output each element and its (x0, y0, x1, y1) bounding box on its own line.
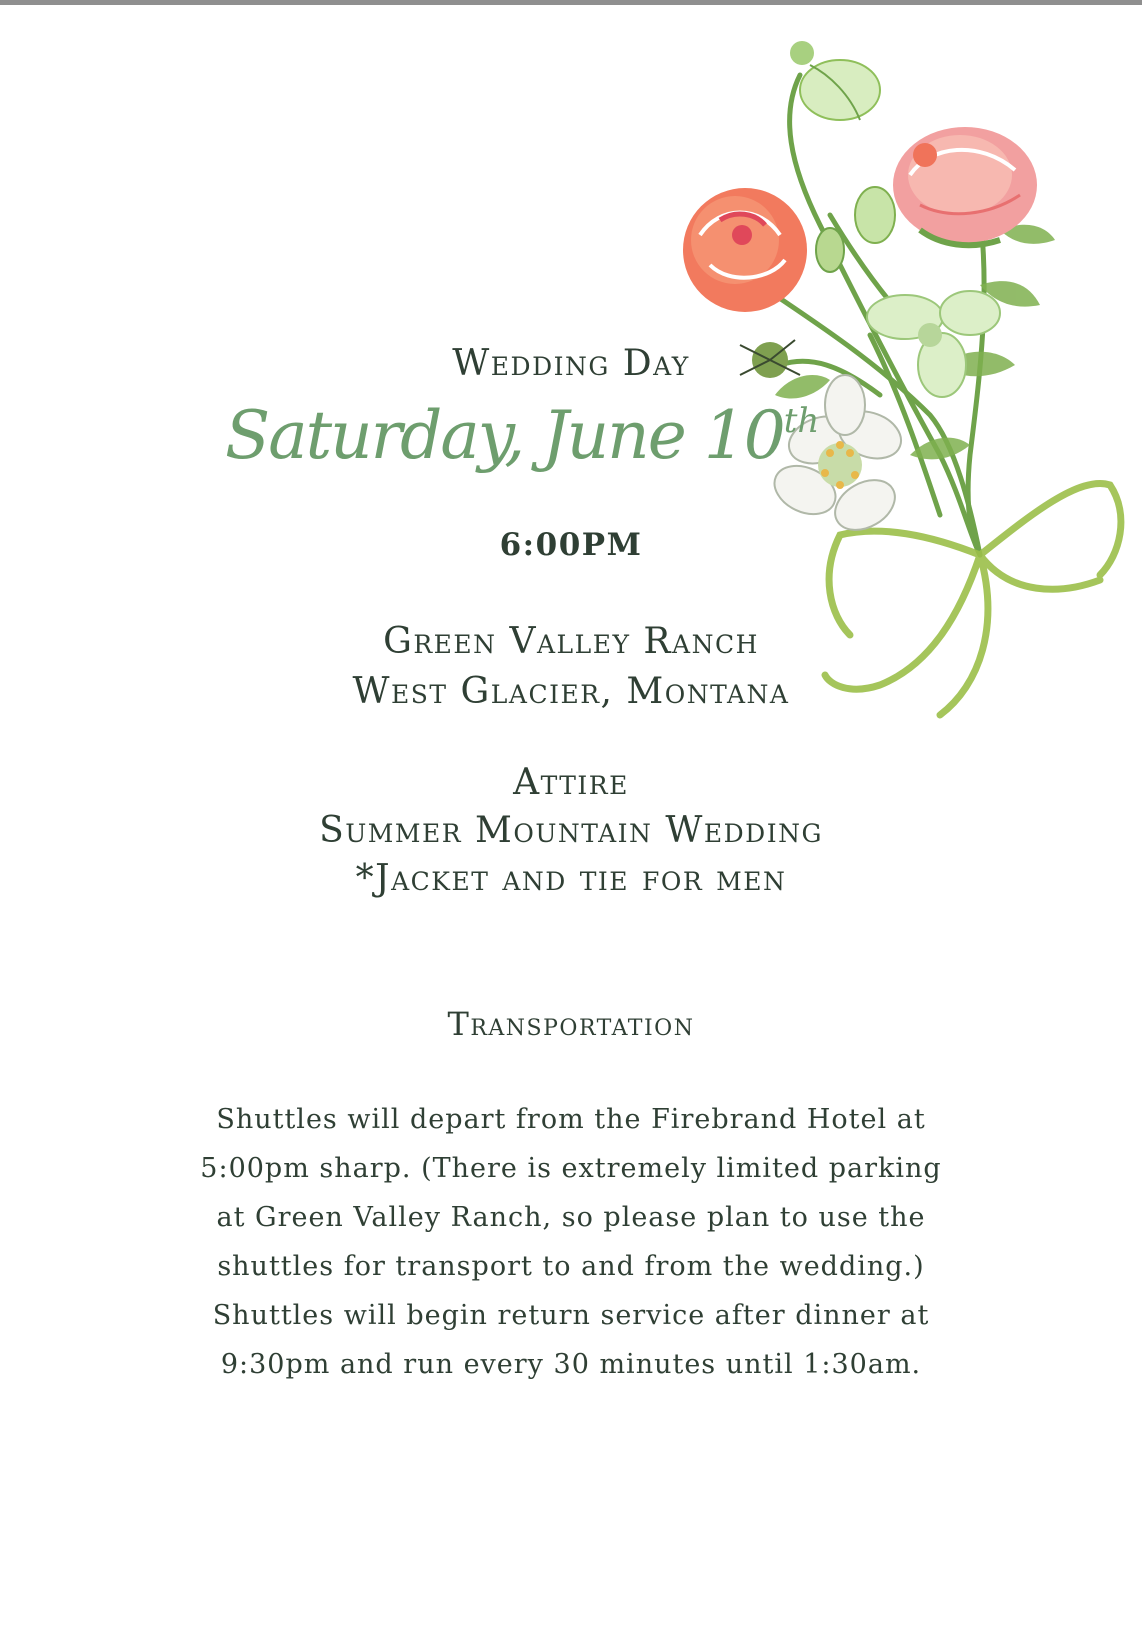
venue-name: Green Valley Ranch (383, 621, 759, 662)
invitation-page (0, 5, 1142, 1643)
attire-block (0, 759, 1142, 903)
attire-title: Attire (513, 762, 629, 803)
venue-block (0, 617, 1142, 717)
wedding-day-heading: Wedding Day (452, 343, 690, 384)
venue-location: West Glacier, Montana (352, 671, 790, 712)
transportation-title: Transportation (447, 1005, 695, 1043)
ceremony-time: 6:00PM (499, 527, 643, 563)
wedding-date-script (225, 397, 820, 517)
wedding-date-text: Saturday, June 10 (225, 397, 784, 474)
transportation-details: Shuttles will depart from the Firebrand Hotel at 5:00pm sharp. (There is extremely limited parking at Green Valley Ranch, so please plan to use the shuttles for transport to and from the wedding.) Shuttles will begin return service after dinner at 9:30pm and run every 30 minutes until 1:30am. (200, 1104, 942, 1380)
attire-style: Summer Mountain Wedding (319, 810, 823, 851)
attire-note: *Jacket and tie for men (355, 858, 787, 899)
wedding-date-ordinal: th (783, 401, 820, 441)
